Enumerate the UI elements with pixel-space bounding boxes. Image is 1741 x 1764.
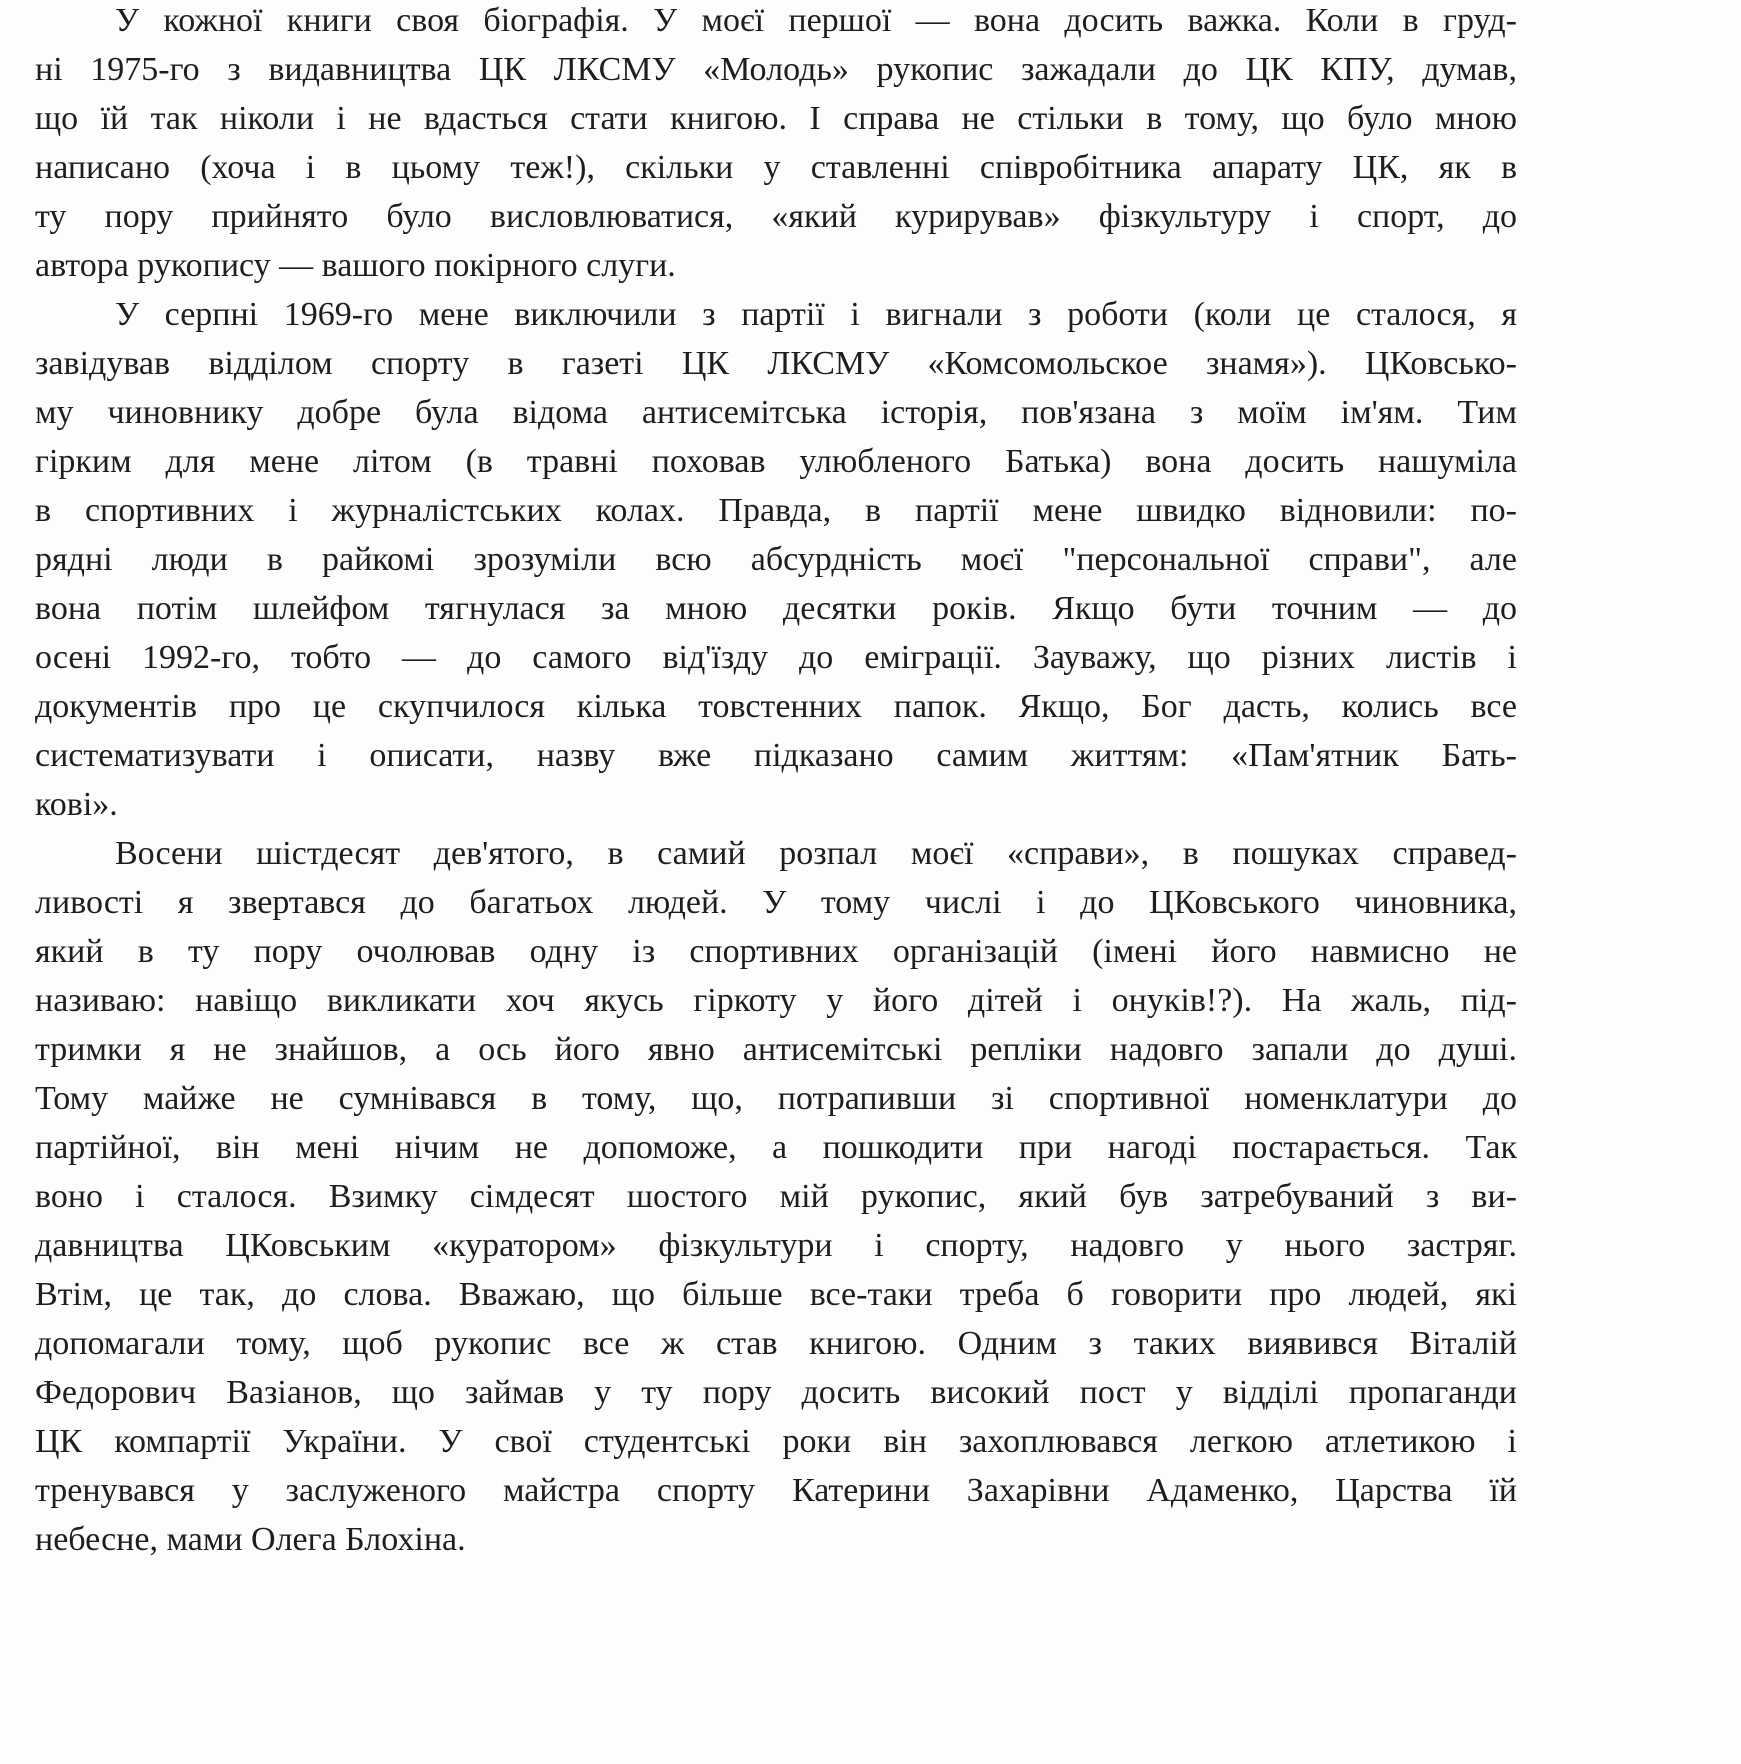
text-line: рядні люди в райкомі зрозуміли всю абсурдність моєї "персональної справи", але [35, 541, 1517, 578]
text-line: Федорович Вазіанов, що займав у ту пору досить високий пост у відділі пропаганди [35, 1374, 1517, 1411]
text-line: допомагали тому, щоб рукопис все ж став книгою. Одним з таких виявився Віталій [35, 1325, 1517, 1362]
text-line: гірким для мене літом (в травні поховав улюбленого Батька) вона досить нашуміла [35, 443, 1517, 480]
text-line: Тому майже не сумнівався в тому, що, потрапивши зі спортивної номенклатури до [35, 1080, 1517, 1117]
text-line: ту пору прийнято було висловлюватися, «який курирував» фізкультуру і спорт, до [35, 198, 1517, 235]
text-line: давництва ЦКовським «куратором» фізкультури і спорту, надовго у нього застряг. [35, 1227, 1517, 1264]
text-line: му чиновнику добре була відома антисемітська історія, пов'язана з моїм ім'ям. Тим [35, 394, 1517, 431]
text-line: тренувався у заслуженого майстра спорту Катерини Захарівни Адаменко, Царства їй [35, 1472, 1517, 1509]
text-line: що їй так ніколи і не вдасться стати книгою. І справа не стільки в тому, що було мною [35, 100, 1517, 137]
text-line: вона потім шлейфом тягнулася за мною десятки років. Якщо бути точним — до [35, 590, 1517, 627]
text-line: ЦК компартії України. У свої студентські роки він захоплювався легкою атлетикою і [35, 1423, 1517, 1460]
text-line: ливості я звертався до багатьох людей. У тому числі і до ЦКовського чиновника, [35, 884, 1517, 921]
text-line: в спортивних і журналістських колах. Правда, в партії мене швидко відновили: по- [35, 492, 1517, 529]
text-line: У кожної книги своя біографія. У моєї першої — вона досить важка. Коли в груд- [115, 2, 1517, 39]
text-line: небесне, мами Олега Блохіна. [35, 1521, 466, 1558]
paragraph [35, 290, 1517, 829]
text-line: У серпні 1969-го мене виключили з партії і вигнали з роботи (коли це сталося, я [115, 296, 1517, 333]
paragraph [35, 829, 1517, 1564]
text-line: партійної, він мені нічим не допоможе, а пошкодити при нагоді постарається. Так [35, 1129, 1517, 1166]
text-line: осені 1992-го, тобто — до самого від'їзду до еміграції. Зауважу, що різних листів і [35, 639, 1517, 676]
text-line: автора рукопису — вашого покірного слуги. [35, 247, 676, 284]
text-line: написано (хоча і в цьому теж!), скільки у ставленні співробітника апарату ЦК, як в [35, 149, 1517, 186]
document-page [35, 0, 1517, 1564]
text-line: документів про це скупчилося кілька товстенних папок. Якщо, Бог дасть, колись все [35, 688, 1517, 725]
text-line: називаю: навіщо викликати хоч якусь гіркоту у його дітей і онуків!?). На жаль, під- [35, 982, 1517, 1019]
text-line: ні 1975-го з видавництва ЦК ЛКСМУ «Молодь» рукопис зажадали до ЦК КПУ, думав, [35, 51, 1517, 88]
text-line: воно і сталося. Взимку сімдесят шостого мій рукопис, який був затребуваний з ви- [35, 1178, 1517, 1215]
paragraph [35, 0, 1517, 290]
text-line: завідував відділом спорту в газеті ЦК ЛКСМУ «Комсомольское знамя»). ЦКовсько- [35, 345, 1517, 382]
text-line: тримки я не знайшов, а ось його явно антисемітські репліки надовго запали до душі. [35, 1031, 1517, 1068]
text-line: який в ту пору очолював одну із спортивних організацій (імені його навмисно не [35, 933, 1517, 970]
text-line: Восени шістдесят дев'ятого, в самий розпал моєї «справи», в пошуках справед- [115, 835, 1517, 872]
text-line: Втім, це так, до слова. Вважаю, що більше все-таки треба б говорити про людей, які [35, 1276, 1517, 1313]
text-line: систематизувати і описати, назву вже підказано самим життям: «Пам'ятник Бать- [35, 737, 1517, 774]
text-line: кові». [35, 786, 118, 823]
